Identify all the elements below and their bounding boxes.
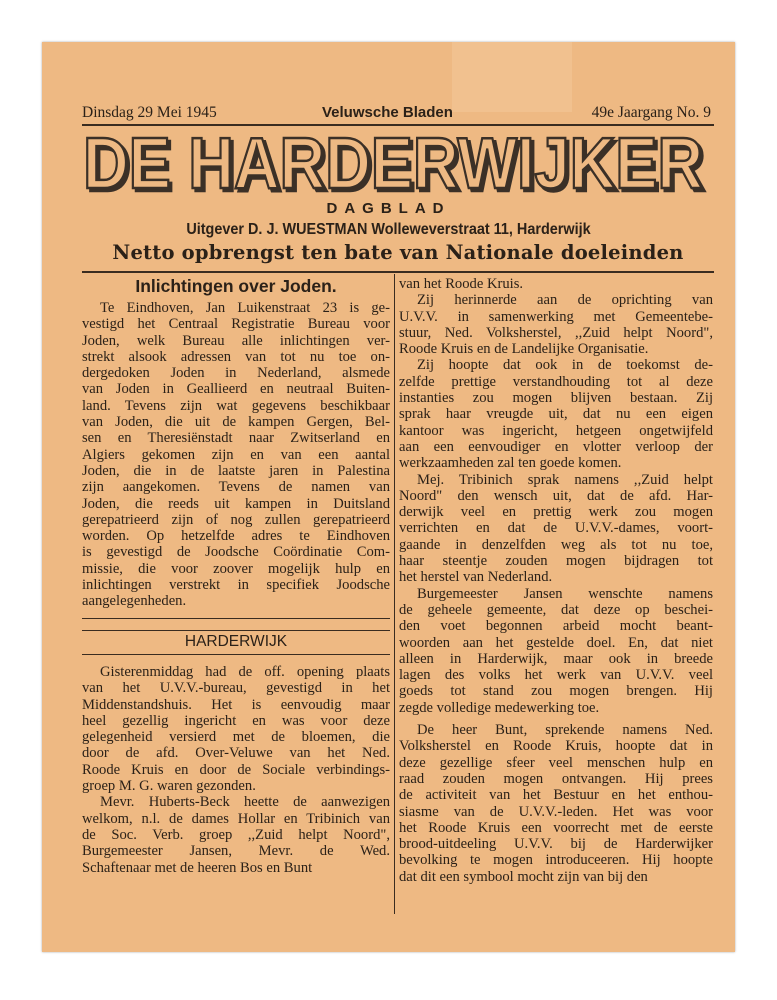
text-line: Roode Kruis en door de Sociale verbindings- xyxy=(82,761,390,778)
text-line: woorden aan het gestelde doel. En, dat niet xyxy=(399,634,713,651)
text-line: Joden, die reeds uit kampen in Duitsland xyxy=(82,495,390,512)
text-line: vestigd het Centraal Registratie Bureau voor xyxy=(82,316,390,333)
left-column-lower xyxy=(82,632,390,654)
text-line: de Soc. Verb. groep ,,Zuid helpt Noord", xyxy=(82,826,390,843)
text-line: Gisterenmiddag had de off. opening plaats xyxy=(100,664,390,680)
slogan: Netto opbrengst ten bate van Nationale doeleinden xyxy=(112,241,684,264)
text-line: zegde volledige medewerking toe. xyxy=(399,699,600,716)
text-line: aan een eenvoudiger en vlotter verloop der xyxy=(399,438,713,455)
text-line: verrichten en dat de U.V.V.-dames, voort- xyxy=(399,520,713,537)
article-body xyxy=(399,276,713,885)
text-line: groep M. G. waren gezonden. xyxy=(82,778,256,795)
series-name: Veluwsche Bladen xyxy=(322,104,453,121)
text-line: land. Tevens zijn wat gegevens beschikbaar xyxy=(82,397,390,414)
text-line: raad zouden mogen ontvangen. Hij prees xyxy=(399,770,713,787)
header-bottom-rule xyxy=(82,271,714,273)
text-line: bevolking te mogen introduceeren. Hij hoopte xyxy=(399,852,713,869)
section-heading: HARDERWIJK xyxy=(184,633,288,650)
text-line: missie, die voor zoover mogelijk hulp en xyxy=(82,560,390,577)
text-line: den voet begonnen arbeid mocht beant- xyxy=(399,618,713,635)
text-line: Burgemeester Jansen wenschte namens xyxy=(417,585,713,602)
paragraph xyxy=(399,276,713,292)
paragraph xyxy=(82,300,390,610)
text-line: Noord" den wensch uit, dat de afd. Har- xyxy=(399,487,713,504)
text-line: sprak haar vreugde uit, dat nu een eigen xyxy=(399,406,713,423)
text-line: dat dit een symbool mocht zijn van bij den xyxy=(399,868,648,885)
text-line: Joden, welk Bureau alle inlichtingen ver- xyxy=(82,332,390,349)
column-divider xyxy=(394,274,395,914)
text-line: Burgemeester Jansen, Mevr. de Wed. xyxy=(82,843,390,860)
text-line: De heer Bunt, sprekende namens Ned. xyxy=(417,722,713,739)
text-line: van het Roode Kruis. xyxy=(399,276,524,292)
paragraph xyxy=(399,472,713,586)
text-line: Algiers gekomen zijn en van een aantal xyxy=(82,446,390,463)
newspaper-title: DE HARDERWIJKER xyxy=(83,124,703,204)
text-line: van Joden, die uit de kampen Gergen, Bel- xyxy=(82,414,390,431)
issue-volume: 49e Jaargang No. 9 xyxy=(591,104,711,121)
text-line: Schaftenaar met de heeren Bos en Bunt xyxy=(82,859,313,876)
article-heading: Inlichtingen over Joden. xyxy=(135,276,337,296)
text-line: inlichtingen verstrekt in specifiek Joodsche xyxy=(82,577,390,594)
text-line: worden. Op hetzelfde adres te Eindhoven xyxy=(82,528,390,545)
article-body xyxy=(82,300,390,610)
text-line: gerepatrieerd zijn of nog zullen gerepatrieerd xyxy=(82,511,390,528)
text-line: de geheele gemeente, dat deze op beschei- xyxy=(399,601,713,618)
text-line: aangelegenheden. xyxy=(82,593,187,610)
text-line: brood-uitdeeling U.V.V. bij de Harderwijker xyxy=(399,836,713,853)
harderwijk-article xyxy=(82,664,390,876)
text-line: het herstel van Nederland. xyxy=(399,569,553,586)
text-line: gaande in denzelfden weg als tot nu toe, xyxy=(399,536,713,553)
paragraph xyxy=(399,292,713,357)
text-line: Middenstandshuis. Het is eenvoudig maar xyxy=(82,696,390,713)
text-line: strekt alsook adressen van tot nu toe on- xyxy=(82,348,390,365)
text-line: U.V.V. in samenwerking met Gemeentebe- xyxy=(399,308,713,325)
subtitle: DAGBLAD xyxy=(326,200,451,217)
text-line: Mevr. Huberts-Beck heette de aanwezigen xyxy=(100,794,390,811)
text-line: welkom, n.l. de dames Hollar en Tribinich van xyxy=(82,810,390,827)
text-line: instanties zou mogen blijven bestaan. Zij xyxy=(399,390,713,407)
text-line: de activiteit van het Bestuur en het enthou- xyxy=(399,787,713,804)
text-line: stuur, Ned. Volksherstel, ,,Zuid helpt Noord", xyxy=(399,324,713,341)
text-line: zelfde prettige verstandhouding tot al deze xyxy=(399,373,713,390)
text-line: het Roode Kruis een voorrecht met de eerste xyxy=(399,819,713,836)
text-line: goeds tot stand zou mogen brengen. Hij xyxy=(399,683,713,700)
publisher-line: Uitgever D. J. WUESTMAN Wolleweverstraat 11, Harderwijk xyxy=(186,221,591,238)
section-rule xyxy=(82,654,390,655)
section-rule xyxy=(82,630,390,631)
section-rule xyxy=(82,618,390,619)
text-line: Volksherstel en Roode Kruis, hoopte dat in xyxy=(399,738,713,755)
newspaper-title-logo xyxy=(82,124,714,204)
text-line: is gevestigd de Joodsche Coördinatie Com- xyxy=(82,544,390,561)
text-line: alleen in Harderwijk, maar ook in breede xyxy=(399,650,713,667)
paragraph xyxy=(399,586,713,716)
text-line: siasme van de U.V.V.-leden. Het was voor xyxy=(399,803,713,820)
text-line: zijn aangekomen. Tevens de namen van xyxy=(82,479,390,496)
text-line: derwijk veel en prettig werk zou mogen xyxy=(399,504,713,521)
text-line: heel gezellig ingericht en was voor deze xyxy=(82,712,390,729)
paragraph xyxy=(82,664,390,794)
newspaper-page xyxy=(42,42,735,952)
article-body xyxy=(82,664,390,876)
text-line: Joden, die in de laatste jaren in Palestina xyxy=(82,462,390,479)
right-column xyxy=(399,276,713,885)
paper-fold-mark xyxy=(452,42,572,112)
text-line: door de afd. Over-Veluwe van het Ned. xyxy=(82,745,390,762)
left-column xyxy=(82,274,390,610)
paragraph xyxy=(82,794,390,875)
issue-date: Dinsdag 29 Mei 1945 xyxy=(82,104,217,121)
paragraph xyxy=(399,722,713,885)
text-line: kantoor was ingericht, hetgeen ongetwijfeld xyxy=(399,422,713,439)
text-line: van Joden in Geallieerd en neutraal Buiten- xyxy=(82,381,390,398)
text-line: dergedoken Joden in Nederland, alsmede xyxy=(82,365,390,382)
text-line: Zij herinnerde aan de oprichting van xyxy=(417,292,713,309)
text-line: van het U.V.V.-bureau, gevestigd in het xyxy=(82,680,390,697)
text-line: Te Eindhoven, Jan Luikenstraat 23 is ge- xyxy=(100,300,390,316)
text-line: Roode Kruis en de Landelijke Organisatie. xyxy=(399,341,649,358)
text-line: werkzaamheden zal ten goede komen. xyxy=(399,455,622,472)
text-line: haar steentje zouden mogen bijdragen tot xyxy=(399,553,713,570)
text-line: Zij hoopte dat ook in de toekomst de- xyxy=(417,357,713,374)
paragraph xyxy=(399,357,713,471)
text-line: gelegenheid versierd met de bloemen, die xyxy=(82,729,390,746)
text-line: sen en Theresiënstadt naar Zwitserland en xyxy=(82,430,390,447)
text-line: deze gezellige sfeer veel menschen hulp en xyxy=(399,754,713,771)
text-line: Mej. Tribinich sprak namens ,,Zuid helpt xyxy=(417,471,713,488)
text-line: lagen des volks het werk van U.V.V. veel xyxy=(399,667,713,684)
